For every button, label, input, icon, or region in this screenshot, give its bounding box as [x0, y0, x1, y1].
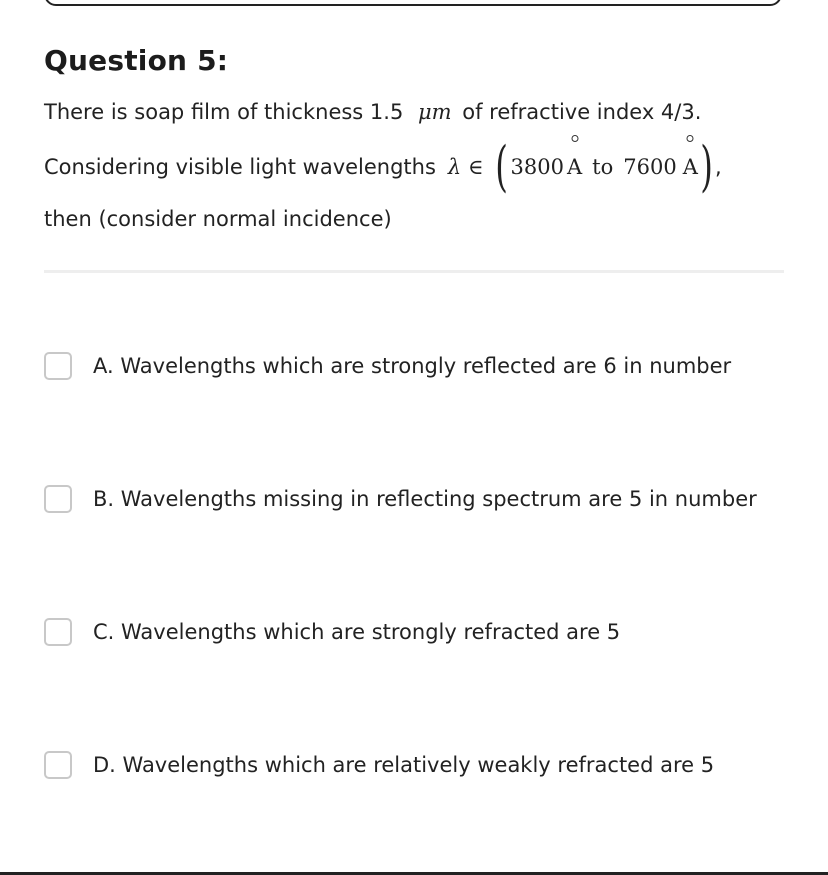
wavelength-range: [511, 155, 698, 179]
range-start: 3800: [510, 155, 564, 179]
option-b-label: B. Wavelengths missing in reflecting spectrum are 5 in number: [93, 487, 757, 511]
divider: [44, 270, 784, 273]
question-line-1: [44, 100, 701, 124]
option-a[interactable]: [44, 346, 784, 386]
option-a-checkbox[interactable]: [44, 352, 72, 380]
question-line-1-prefix: There is soap film of thickness 1.5: [44, 100, 404, 124]
question-line-1-suffix: of refractive index 4/3.: [462, 100, 702, 124]
previous-card-edge: [44, 0, 782, 6]
angstrom-symbol-start: A: [567, 155, 582, 179]
lambda-symbol: λ ∈: [447, 155, 484, 179]
option-d-checkbox[interactable]: [44, 751, 72, 779]
option-b[interactable]: [44, 479, 784, 519]
option-b-checkbox[interactable]: [44, 485, 72, 513]
right-paren: ): [700, 135, 713, 198]
range-end: 7600: [623, 155, 677, 179]
question-line-2-suffix: ,: [714, 155, 722, 179]
range-to: to: [592, 155, 614, 179]
question-line-3: then (consider normal incidence): [44, 207, 392, 231]
option-c-checkbox[interactable]: [44, 618, 72, 646]
question-title: Question 5:: [44, 44, 229, 77]
option-d-label: D. Wavelengths which are relatively weakly refracted are 5: [93, 753, 715, 777]
left-paren: (: [495, 135, 509, 198]
option-d[interactable]: [44, 745, 784, 785]
angstrom-symbol-end: A: [683, 155, 698, 179]
option-c-label: C. Wavelengths which are strongly refracted are 5: [93, 620, 621, 644]
micrometer-unit: μm: [418, 100, 452, 124]
question-line-2-prefix: Considering visible light wavelengths: [44, 155, 436, 179]
question-line-2: [44, 132, 722, 202]
option-a-label: A. Wavelengths which are strongly reflected are 6 in number: [93, 354, 732, 378]
option-c[interactable]: [44, 612, 784, 652]
